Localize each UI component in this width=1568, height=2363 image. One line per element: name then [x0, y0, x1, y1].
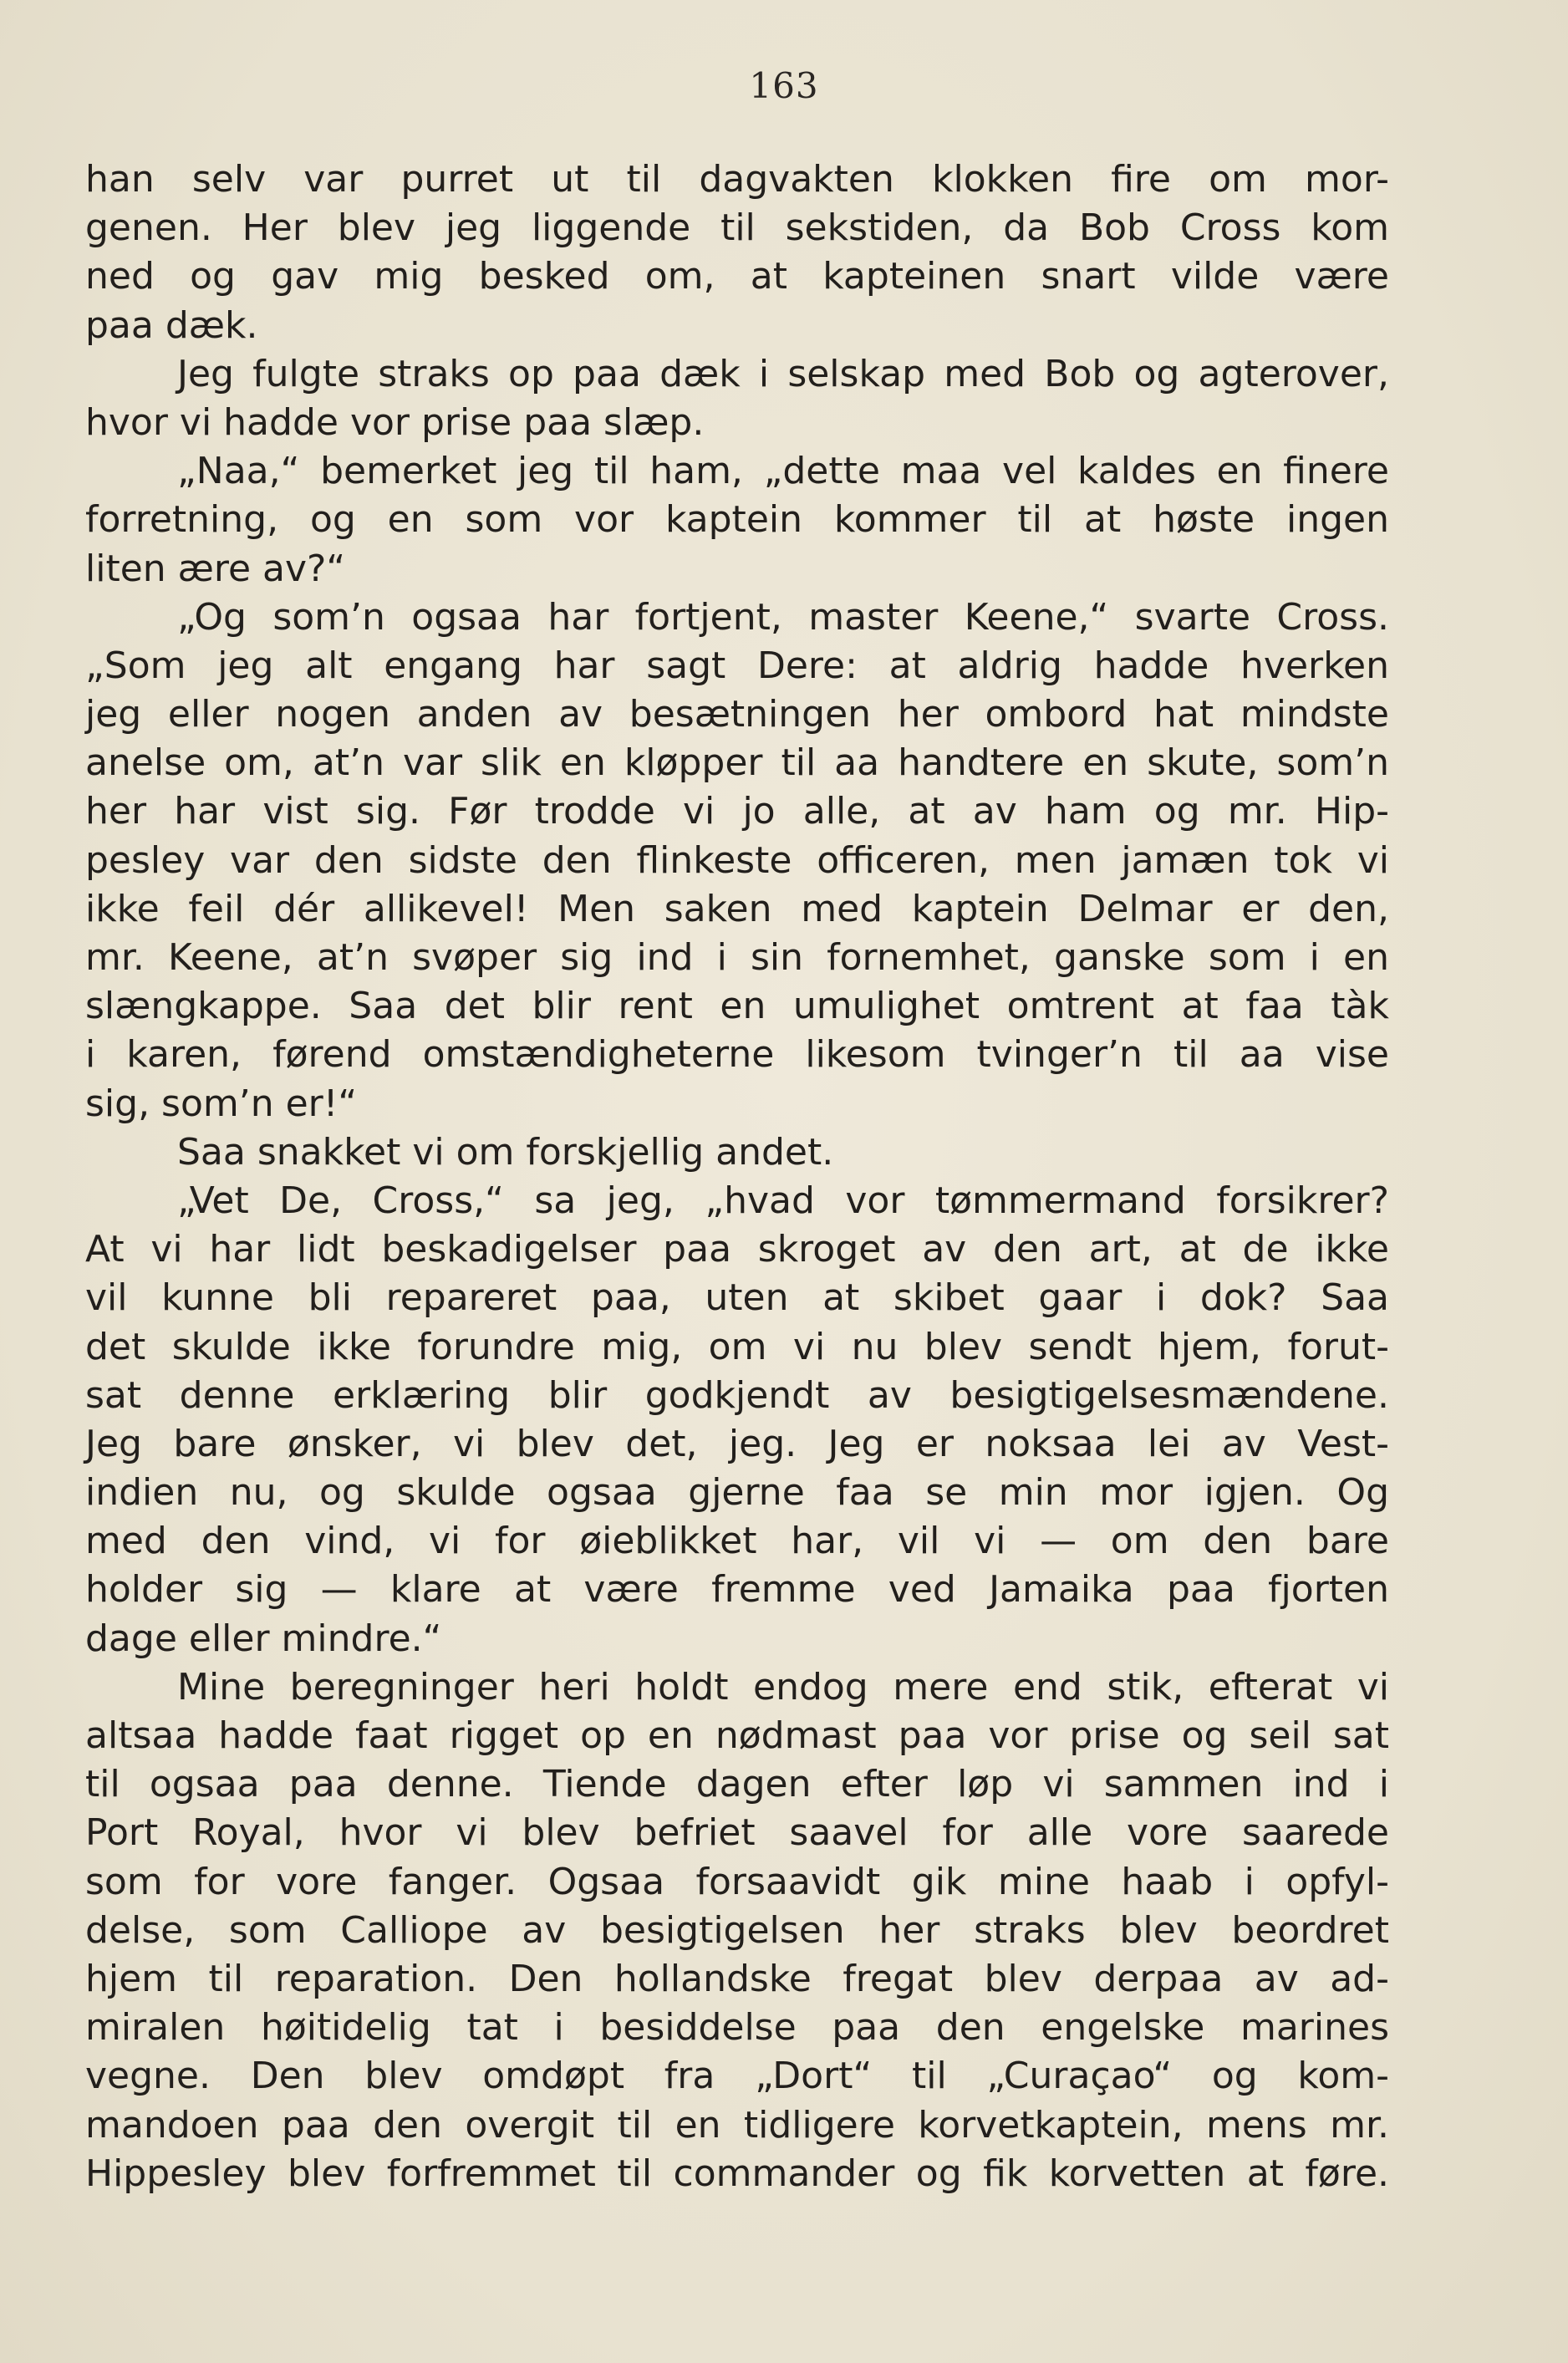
text-line: dage eller mindre.“	[85, 1617, 442, 1660]
text-line: miralen høitidelig tat i besiddelse paa den engelske marines	[85, 2006, 1389, 2050]
text-line: indien nu, og skulde ogsaa gjerne faa se min mor igjen. Og	[85, 1471, 1389, 1515]
text-line: vil kunne bli repareret paa, uten at skibet gaar i dok? Saa	[85, 1276, 1389, 1320]
text-line: „Naa,“ bemerket jeg til ham, „dette maa vel kaldes en finere	[177, 450, 1389, 493]
text-line: hvor vi hadde vor prise paa slæp.	[85, 400, 705, 444]
text-line: jeg eller nogen anden av besætningen her ombord hat mindste	[85, 693, 1389, 736]
text-line: til ogsaa paa denne. Tiende dagen efter løp vi sammen ind i	[85, 1763, 1389, 1806]
text-line: holder sig — klare at være fremme ved Jamaika paa fjorten	[85, 1568, 1389, 1612]
text-line: ned og gav mig besked om, at kapteinen snart vilde være	[85, 255, 1389, 298]
text-line: sat denne erklæring blir godkjendt av besigtigelsesmændene.	[85, 1373, 1389, 1417]
text-line: ikke feil dér allikevel! Men saken med kaptein Delmar er den,	[85, 887, 1389, 930]
text-line: anelse om, at’n var slik en kløpper til aa handtere en skute, som’n	[85, 741, 1389, 785]
text-line: „Som jeg alt engang har sagt Dere: at aldrig hadde hverken	[85, 644, 1389, 687]
text-line: Jeg fulgte straks op paa dæk i selskap med Bob og agterover,	[177, 352, 1389, 395]
text-line: i karen, førend omstændigheterne likesom tvinger’n til aa vise	[85, 1033, 1389, 1077]
text-line: altsaa hadde faat rigget op en nødmast paa vor prise og seil sat	[85, 1714, 1389, 1757]
text-line: Saa snakket vi om forskjellig andet.	[177, 1130, 834, 1174]
text-line: Port Royal, hvor vi blev befriet saavel for alle vore saarede	[85, 1811, 1389, 1855]
text-line: her har vist sig. Før trodde vi jo alle, at av ham og mr. Hip-	[85, 790, 1389, 833]
text-line: Hippesley blev forfremmet til commander og fik korvetten at føre.	[85, 2152, 1389, 2195]
text-line: pesley var den sidste den flinkeste officeren, men jamæn tok vi	[85, 838, 1389, 882]
body-text	[85, 155, 1389, 2198]
text-line: mandoen paa den overgit til en tidligere korvetkaptein, mens mr.	[85, 2103, 1389, 2147]
text-line: Mine beregninger heri holdt endog mere end stik, efterat vi	[177, 1665, 1389, 1709]
text-line: paa dæk.	[85, 303, 258, 347]
text-line: slængkappe. Saa det blir rent en umulighet omtrent at faa tàk	[85, 985, 1389, 1028]
text-line: Jeg bare ønsker, vi blev det, jeg. Jeg er noksaa lei av Vest-	[85, 1422, 1389, 1465]
text-line: delse, som Calliope av besigtigelsen her straks blev beordret	[85, 1908, 1389, 1952]
text-line: mr. Keene, at’n svøper sig ind i sin fornemhet, ganske som i en	[85, 936, 1389, 979]
text-line: vegne. Den blev omdøpt fra „Dort“ til „Curaçao“ og kom-	[85, 2055, 1389, 2098]
text-line: At vi har lidt beskadigelser paa skroget av den art, at de ikke	[85, 1228, 1389, 1271]
page-number: 163	[749, 65, 819, 106]
text-line: sig, som’n er!“	[85, 1082, 358, 1125]
text-line: „Og som’n ogsaa har fortjent, master Keene,“ svarte Cross.	[177, 595, 1389, 639]
text-line: som for vore fanger. Ogsaa forsaavidt gik mine haab i opfyl-	[85, 1860, 1389, 1903]
text-line: det skulde ikke forundre mig, om vi nu blev sendt hjem, forut-	[85, 1325, 1389, 1368]
text-line: med den vind, vi for øieblikket har, vil vi — om den bare	[85, 1520, 1389, 1563]
text-line: liten ære av?“	[85, 547, 346, 590]
text-line: „Vet De, Cross,“ sa jeg, „hvad vor tømmermand forsikrer?	[177, 1179, 1389, 1222]
text-line: genen. Her blev jeg liggende til sekstiden, da Bob Cross kom	[85, 206, 1389, 250]
text-line: hjem til reparation. Den hollandske fregat blev derpaa av ad-	[85, 1957, 1389, 2000]
text-line: forretning, og en som vor kaptein kommer til at høste ingen	[85, 498, 1389, 542]
text-line: han selv var purret ut til dagvakten klokken fire om mor-	[85, 158, 1389, 201]
